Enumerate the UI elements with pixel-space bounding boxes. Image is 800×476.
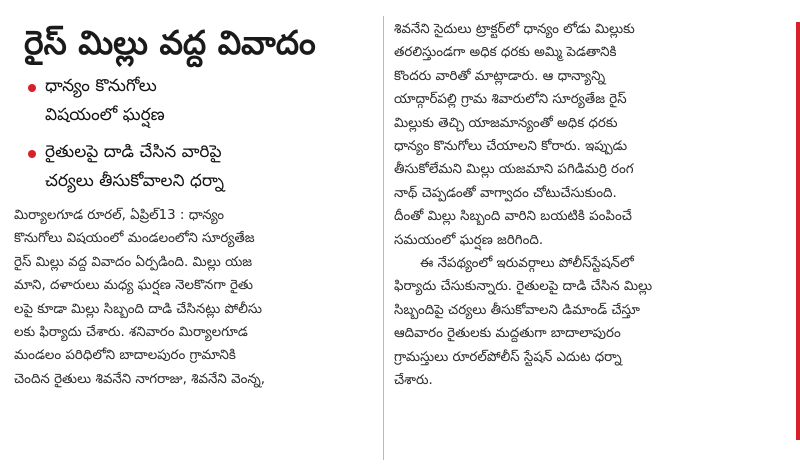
headline: రైస్ మిల్లు వద్ద వివాదం (24, 23, 316, 62)
body-line: మండలం పరిధిలోని బాదాలపురం గ్రామానికి (14, 348, 236, 364)
subhead-2-line-1: రైతులపై దాడి చేసిన వారిపై (45, 142, 222, 162)
right-body-paragraph-1 (394, 18, 770, 252)
body-line: కొనుగోలు విషయంలో మండలంలోని సూర్యతేజ (14, 231, 255, 247)
body-line: ధాన్యం కొనుగోలు చేయాలని కోరారు. ఇప్పుడు (394, 139, 628, 155)
body-line: రైస్ మిల్లు వద్ద వివాదం ఏర్పడింది. మిల్లు యజ (14, 254, 253, 270)
body-line: లపై కూడా మిల్లు సిబ్బంది దాడి చేసినట్లు పోలీసు (14, 301, 262, 317)
body-line: సిబ్బందిపై చర్యలు తీసుకోవాలని డిమాండ్ చేస్తూ (394, 302, 640, 318)
red-bullet-icon (28, 84, 36, 92)
left-body-text (14, 204, 374, 391)
body-line: కొందరు వారితో మాట్లాడారు. ఆ ధాన్యాన్ని (394, 68, 606, 84)
body-line: ఈ నేపథ్యంలో ఇరువర్గాలు పోలీస్‌స్టేషన్‌లో (420, 256, 634, 272)
red-edge-bar (796, 22, 800, 440)
body-line: మిల్లుకు తెచ్చి యాజమాన్యంతో అధిక ధరకు (394, 115, 618, 131)
right-column (394, 18, 770, 393)
body-line: గ్రామస్తులు రూరల్‌పోలీస్ స్టేషన్ ఎదుట ధర్నా (394, 349, 622, 365)
subhead-1 (28, 72, 374, 130)
body-line: దీంతో మిల్లు సిబ్బంది వారిని బయటికి పంపించే (394, 209, 632, 225)
column-divider (383, 16, 384, 460)
subhead-2 (28, 138, 374, 196)
body-line: సమయంలో ఘర్షణ జరిగింది. (394, 232, 544, 248)
body-line: ఆదివారం రైతులకు మద్దతుగా బాదాలాపురం (394, 326, 621, 342)
body-line: చేశారు. (394, 373, 433, 389)
body-line: శివనేని సైదులు ట్రాక్టర్‌లో ధాన్యం లోడు మిల్లుకు (394, 22, 635, 37)
left-column (14, 22, 374, 391)
right-body-paragraph-2 (394, 252, 770, 392)
subhead-2-line-2: చర్యలు తీసుకోవాలని ధర్నా (45, 171, 225, 191)
subhead-1-line-2: విషయంలో ఘర్షణ (45, 105, 165, 125)
body-line: ఫిర్యాదు చేసుకున్నారు. రైతులపై దాడి చేసిన మిల్లు (394, 279, 653, 295)
body-line: తరలిస్తుండగా అధిక ధరకు అమ్మి పెడతానికి (394, 45, 617, 61)
body-line: చెందిన రైతులు శివనేని నాగరాజు, శివనేని వెంన్న, (14, 371, 266, 387)
body-line: యాద్గార్‌పల్లి గ్రామ శివారులోని సూర్యతేజ రైస్ (394, 92, 627, 108)
body-line: నాథ్ చెప్పడంతో వాగ్వాదం చోటుచేసుకుంది. (394, 185, 617, 201)
subhead-1-line-1: ధాన్యం కొనుగోలు (45, 76, 157, 96)
body-line: మిర్యాలగూడ రూరల్, ఏప్రిల్13 : ధాన్యం (14, 208, 225, 223)
body-line: తీసుకోలేమని మిల్లు యజమాని పగిడిమర్రి రంగ (394, 162, 634, 178)
body-line: లకు ఫిర్యాదు చేశారు. శనివారం మిర్యాలగూడ (14, 325, 248, 341)
body-line: మాని, దళారులు మధ్య ఘర్షణ నెలకొనగా రైతు (14, 278, 253, 294)
red-bullet-icon (28, 150, 36, 158)
